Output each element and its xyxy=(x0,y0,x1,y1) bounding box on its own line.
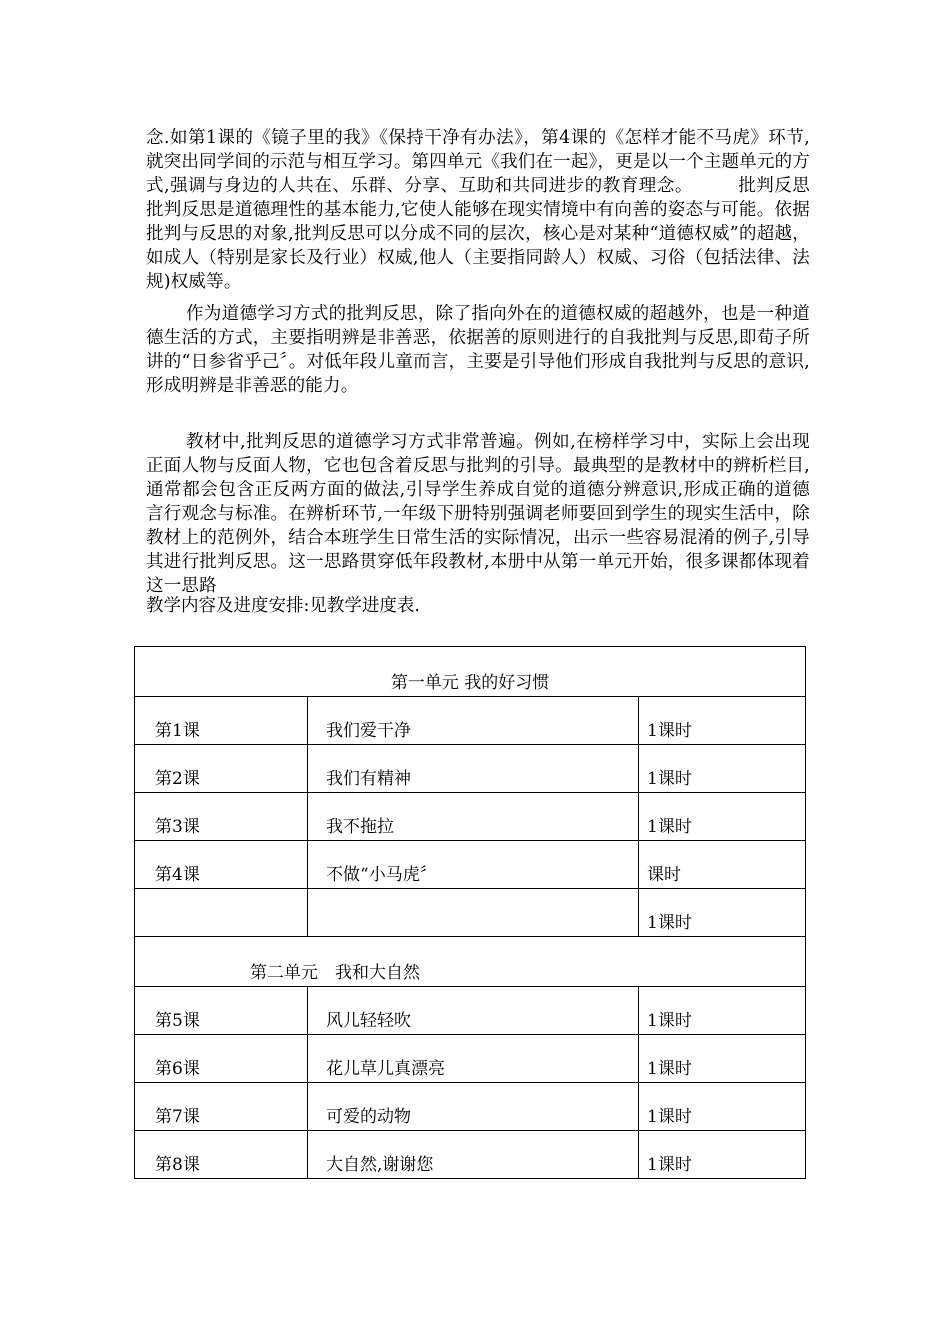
lesson-hours: 1课时 xyxy=(639,697,806,745)
lesson-title: 风儿轻轻吹 xyxy=(308,987,639,1035)
lesson-number: 第5课 xyxy=(135,987,308,1035)
lesson-number: 第2课 xyxy=(135,745,308,793)
lesson-hours: 1课时 xyxy=(639,889,806,937)
lesson-number: 第4课 xyxy=(135,841,308,889)
lesson-hours: 1课时 xyxy=(639,1083,806,1131)
lesson-title: 我们爱干净 xyxy=(308,697,639,745)
lesson-hours: 1课时 xyxy=(639,1035,806,1083)
lesson-title: 我不拖拉 xyxy=(308,793,639,841)
teaching-schedule-table xyxy=(134,646,806,1179)
table-row xyxy=(135,697,806,745)
body-paragraph-1: 念.如第1课的《镜子里的我》《保持干净有办法》，第4课的《怎样才能不马虎》环节,就突出同学间的示范与相互学习。第四单元《我们在一起》，更是以一个主题单元的方式,强调与身边的人共在、乐群、分享、互助和共同进步的教育理念。 批判反思批判反思是道德理性的基本能力,它使人能够在现实情境中有向善的姿态与可能。依据批判与反思的对象,批判反思可以分成不同的层次，核心是对某种“道德权威”的超越，如成人（特别是家长及行业）权威,他人（主要指同龄人）权威、习俗（包括法律、法规)权威等。 xyxy=(146,128,810,292)
lesson-number: 第7课 xyxy=(135,1083,308,1131)
lesson-title: 花儿草儿真漂亮 xyxy=(308,1035,639,1083)
unit-header-row xyxy=(135,937,806,987)
lesson-title: 可爱的动物 xyxy=(308,1083,639,1131)
table-row xyxy=(135,987,806,1035)
table-row xyxy=(135,1035,806,1083)
lesson-title xyxy=(308,889,639,937)
lesson-hours: 1课时 xyxy=(639,793,806,841)
lesson-title: 我们有精神 xyxy=(308,745,639,793)
table-row xyxy=(135,889,806,937)
table-row xyxy=(135,1131,806,1179)
lesson-number: 第8课 xyxy=(135,1131,308,1179)
lesson-hours: 1课时 xyxy=(639,745,806,793)
lesson-number xyxy=(135,889,308,937)
body-paragraph-3: 教材中,批判反思的道德学习方式非常普遍。例如,在榜样学习中，实际上会出现正面人物与反面人物，它也包含着反思与批判的引导。最典型的是教材中的辨析栏目,通常都会包含正反两方面的做法,引导学生养成自觉的道德分辨意识,形成正确的道德言行观念与标准。在辨析环节,一年级下册特别强调老师要回到学生的现实生活中，除教材上的范例外，结合本班学生日常生活的实际情况，出示一些容易混淆的例子,引导其进行批判反思。这一思路贯穿低年段教材,本册中从第一单元开始，很多课都体现着这一思路 xyxy=(146,432,810,596)
table-row xyxy=(135,745,806,793)
lesson-hours: 1课时 xyxy=(639,1131,806,1179)
schedule-note: 教学内容及进度安排:见教学进度表. xyxy=(146,596,420,616)
table-row xyxy=(135,841,806,889)
lesson-title: 大自然,谢谢您 xyxy=(308,1131,639,1179)
lesson-hours: 课时 xyxy=(639,841,806,889)
unit-title: 第二单元 我和大自然 xyxy=(135,937,806,987)
body-paragraph-2: 作为道德学习方式的批判反思，除了指向外在的道德权威的超越外，也是一种道德生活的方式，主要指明辨是非善恶，依据善的原则进行的自我批判与反思,即荀子所讲的“日参省乎己〞。对低年段儿童而言，主要是引导他们形成自我批判与反思的意识,形成明辨是非善恶的能力。 xyxy=(146,304,810,396)
table-row xyxy=(135,793,806,841)
unit-title: 第一单元 我的好习惯 xyxy=(135,647,806,697)
lesson-title: 不做“小马虎〞 xyxy=(308,841,639,889)
lesson-number: 第6课 xyxy=(135,1035,308,1083)
unit-header-row xyxy=(135,647,806,697)
lesson-hours: 1课时 xyxy=(639,987,806,1035)
lesson-number: 第1课 xyxy=(135,697,308,745)
lesson-number: 第3课 xyxy=(135,793,308,841)
table-row xyxy=(135,1083,806,1131)
